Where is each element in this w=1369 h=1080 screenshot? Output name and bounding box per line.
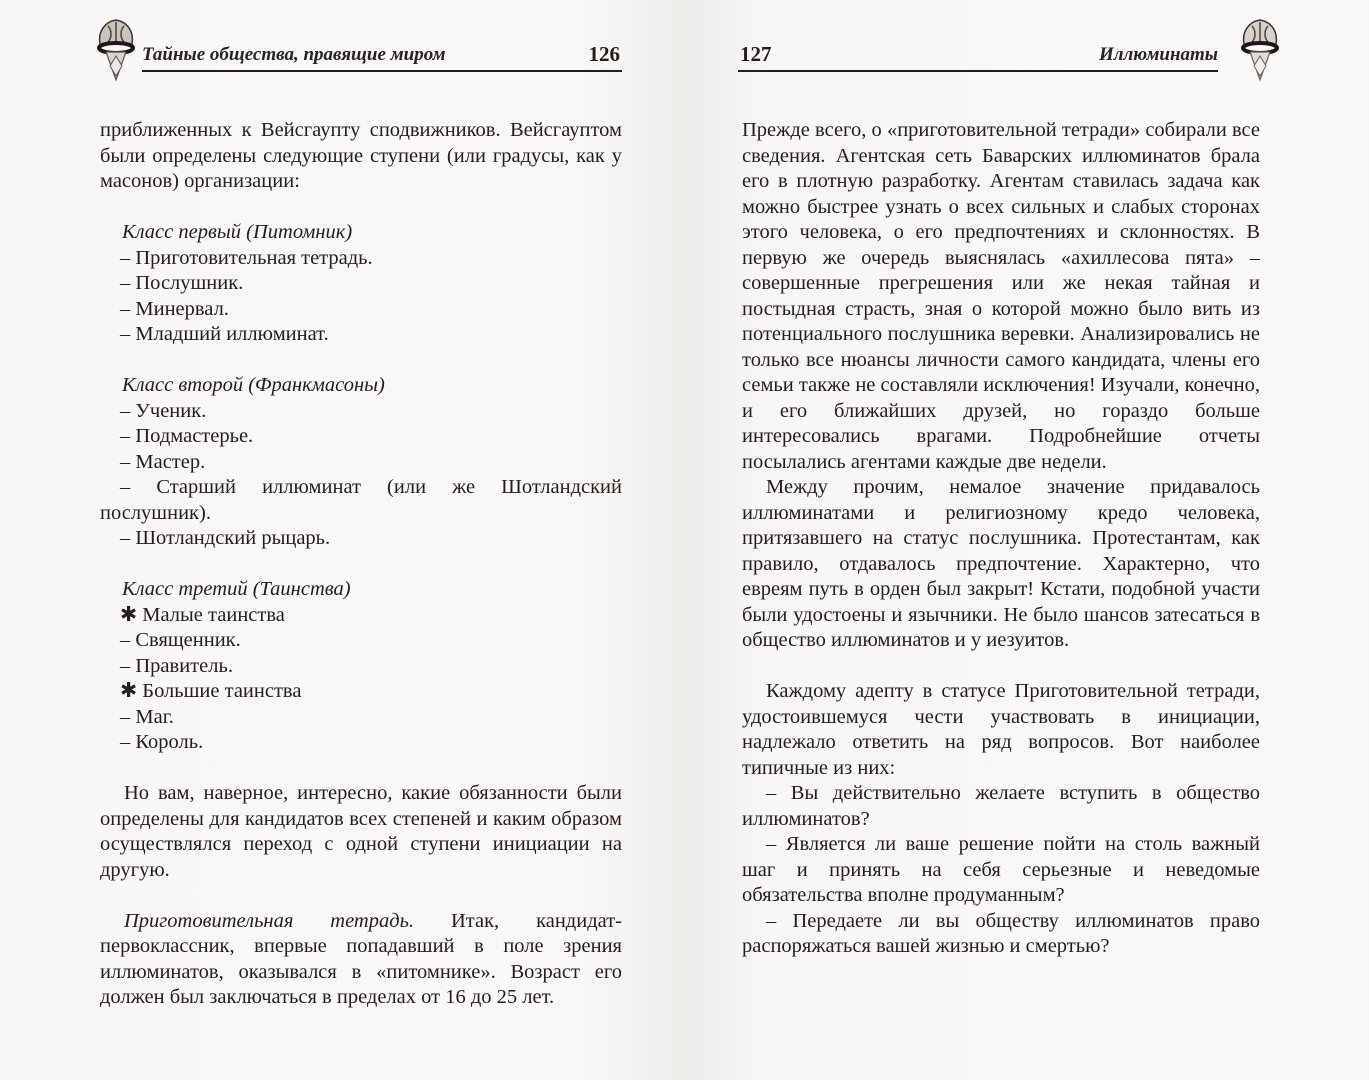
- list-item: – Младший иллюминат.: [120, 323, 329, 345]
- running-title: Тайные общества, правящие миром: [142, 44, 446, 65]
- heraldic-emblem-icon: [1238, 18, 1282, 82]
- page-body: [100, 118, 622, 1011]
- heraldic-emblem-icon: [94, 18, 138, 82]
- list-item: – Минервал.: [120, 297, 229, 320]
- list-item-subheading: ✱ Большие таинства: [120, 680, 302, 702]
- paragraph: Между прочим, немалое значение придавалось иллюминатами и религиозному кредо человека, притязавшего на статус послушника. Протестантам, как правило, отдавалось предпочтение. Характерно, что евреям путь в орден был закрыт! Кстати, подобной участи были удостоены и язычники. Не было шансов затесаться в общество иллюминатов и у иезуитов.: [742, 476, 1260, 651]
- running-title: Иллюминаты: [1098, 44, 1218, 65]
- paragraph: Каждому адепту в статусе Приготовительной тетради, удостоившемуся чести участвовать в инициации, надлежало ответить на ряд вопросов. Вот наиболее типичные из них:: [742, 680, 1260, 779]
- left-page: [0, 0, 684, 1080]
- list-item: – Правитель.: [120, 654, 233, 677]
- paragraph-text: Итак, кандидат-первоклассник, впервые попадавший в поле зрения иллюминатов, оказывался в «питомнике». Возраст его должен был заключаться в пределах от 16 до 25 лет.: [100, 909, 622, 1008]
- page-body: [742, 118, 1260, 960]
- paragraph: [100, 909, 622, 1011]
- list-item: – Подмастерье.: [120, 425, 254, 447]
- list-item-subheading: ✱ Малые таинства: [120, 603, 285, 626]
- list-item: – Ученик.: [120, 399, 207, 422]
- paragraph: Но вам, наверное, интересно, какие обязанности были определены для кандидатов всех степеней и каким образом осуществлялся переход с одной ступени инициации на другую.: [100, 782, 622, 881]
- page-number: 126: [588, 42, 620, 66]
- question: – Вы действительно желаете вступить в общество иллюминатов?: [742, 782, 1260, 830]
- paragraph: приближенных к Вейсгаупту сподвижников. Вейсгауптом были определены следующие ступени (или градусы, как у масонов) организации:: [100, 119, 622, 192]
- list-item: – Маг.: [120, 705, 174, 728]
- page-number: 127: [740, 42, 772, 66]
- class-title: Класс третий (Таинства): [122, 578, 351, 600]
- list-item: – Мастер.: [120, 450, 206, 473]
- question: – Передаете ли вы обществу иллюминатов право распоряжаться вашей жизнью и смертью?: [742, 909, 1260, 957]
- list-item: – Шотландский рыцарь.: [120, 527, 331, 549]
- page-header: [142, 38, 622, 72]
- class-title: Класс первый (Питомник): [122, 221, 353, 243]
- list-item: – Старший иллюминат (или же Шотландский послушник).: [100, 476, 622, 524]
- list-item: – Приготовительная тетрадь.: [120, 246, 373, 269]
- run-in-heading: Приготовительная тетрадь.: [124, 909, 415, 932]
- list-item: – Король.: [120, 731, 204, 753]
- paragraph: Прежде всего, о «приготовительной тетради» собирали все сведения. Агентская сеть Баварских иллюминатов брала его в плотную разработку. Агентам ставилась задача как можно быстрее узнать о всех сильных и слабых сторонах этого человека, о его предпочтениях и склонностях. В первую же очередь выяснялась «ахиллесова пята» – совершенные прегрешения или же некая тайная и постыдная страсть, зная о которой можно было вить из потенциального послушника веревки. Анализировались не только все нюансы личности самого кандидата, члены его семьи также не составляли исключения! Изучали, конечно, и его ближайших друзей, но гораздо больше интересовались врагами. Подробнейшие отчеты посылались агентами каждые две недели.: [742, 119, 1260, 473]
- list-item: – Священник.: [120, 629, 241, 651]
- right-page: [684, 0, 1368, 1080]
- question: – Является ли ваше решение пойти на столь важный шаг и принять на себя серьезные и неведомые обязательства вполне продуманным?: [742, 833, 1260, 906]
- page-header: [738, 38, 1218, 72]
- class-title: Класс второй (Франкмасоны): [122, 374, 385, 396]
- list-item: – Послушник.: [120, 272, 244, 294]
